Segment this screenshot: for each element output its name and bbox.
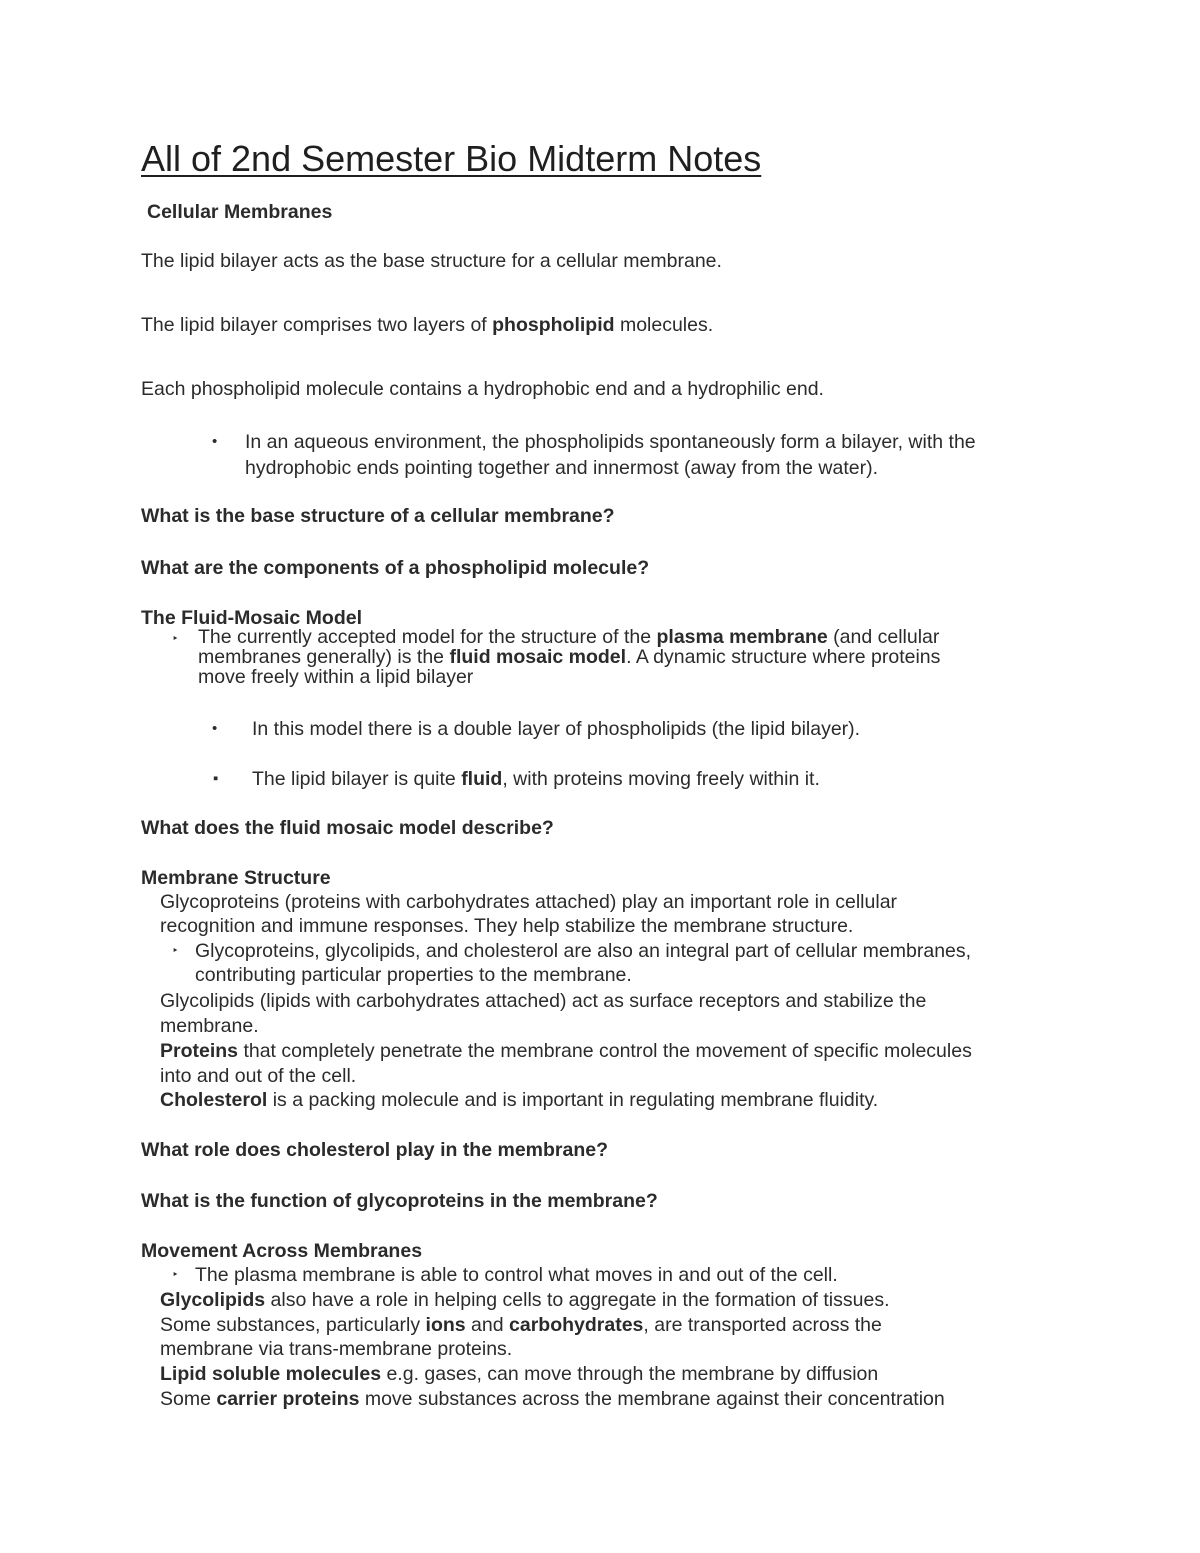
- section-heading-cellular-membranes: Cellular Membranes: [147, 201, 333, 223]
- bullet-glyph: ‣: [172, 1269, 179, 1281]
- question: What is the function of glycoproteins in the membrane?: [141, 1190, 658, 1212]
- question: What role does cholesterol play in the membrane?: [141, 1139, 609, 1161]
- paragraph: Glycolipids (lipids with carbohydrates attached) act as surface receptors and stabilize the: [160, 990, 927, 1012]
- paragraph: Some carrier proteins move substances across the membrane against their concentration: [160, 1388, 945, 1410]
- bullet-text: In an aqueous environment, the phospholipids spontaneously form a bilayer, with the: [245, 431, 976, 453]
- paragraph: Each phospholipid molecule contains a hydrophobic end and a hydrophilic end.: [141, 378, 824, 400]
- paragraph: recognition and immune responses. They help stabilize the membrane structure.: [160, 915, 854, 937]
- bullet-glyph: •: [212, 433, 218, 450]
- paragraph: Glycoproteins (proteins with carbohydrates attached) play an important role in cellular: [160, 891, 898, 913]
- document-title: All of 2nd Semester Bio Midterm Notes: [141, 138, 762, 179]
- paragraph: Cholesterol is a packing molecule and is important in regulating membrane fluidity.: [160, 1089, 879, 1111]
- list-text: The currently accepted model for the structure of the plasma membrane (and cellular: [198, 626, 940, 648]
- list-text: move freely within a lipid bilayer: [198, 666, 474, 688]
- section-heading-fluid-mosaic-model: The Fluid-Mosaic Model: [141, 607, 363, 629]
- list-text: contributing particular properties to the membrane.: [195, 964, 632, 986]
- paragraph: Proteins that completely penetrate the membrane control the movement of specific molecules: [160, 1040, 972, 1062]
- bullet-glyph: ▪: [213, 770, 219, 787]
- section-heading-movement-across-membranes: Movement Across Membranes: [141, 1240, 423, 1262]
- paragraph: Lipid soluble molecules e.g. gases, can move through the membrane by diffusion: [160, 1363, 879, 1385]
- paragraph: into and out of the cell.: [160, 1065, 357, 1087]
- bullet-glyph: ‣: [172, 945, 179, 957]
- section-heading-membrane-structure: Membrane Structure: [141, 867, 331, 889]
- bullet-glyph: ‣: [172, 633, 179, 645]
- bullet-text: The lipid bilayer is quite fluid, with proteins moving freely within it.: [252, 768, 820, 790]
- paragraph: The lipid bilayer comprises two layers of phospholipid molecules.: [141, 314, 714, 336]
- list-text: Glycoproteins, glycolipids, and cholesterol are also an integral part of cellular membranes,: [195, 940, 972, 962]
- question: What is the base structure of a cellular membrane?: [141, 505, 615, 527]
- paragraph: membrane via trans-membrane proteins.: [160, 1338, 513, 1360]
- paragraph: Glycolipids also have a role in helping cells to aggregate in the formation of tissues.: [160, 1289, 890, 1311]
- question: What are the components of a phospholipid molecule?: [141, 557, 650, 579]
- list-text: membranes generally) is the fluid mosaic model. A dynamic structure where proteins: [198, 646, 941, 668]
- list-text: The plasma membrane is able to control what moves in and out of the cell.: [195, 1264, 838, 1286]
- paragraph: membrane.: [160, 1015, 259, 1037]
- paragraph: Some substances, particularly ions and carbohydrates, are transported across the: [160, 1314, 882, 1336]
- bullet-glyph: •: [212, 720, 218, 737]
- paragraph: The lipid bilayer acts as the base structure for a cellular membrane.: [141, 250, 722, 272]
- question: What does the fluid mosaic model describe?: [141, 817, 554, 839]
- bullet-text: hydrophobic ends pointing together and innermost (away from the water).: [245, 457, 879, 479]
- bullet-text: In this model there is a double layer of phospholipids (the lipid bilayer).: [252, 718, 861, 740]
